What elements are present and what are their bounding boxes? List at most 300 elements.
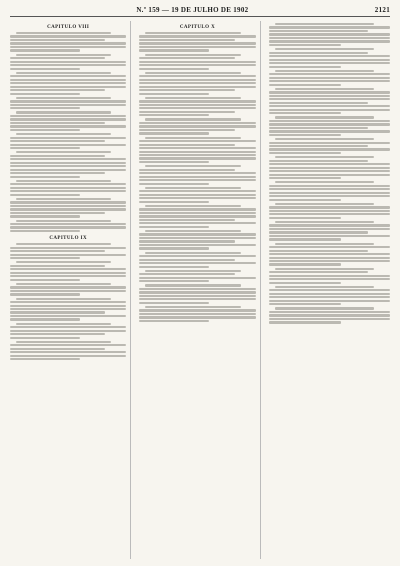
text-line-placeholder: [139, 93, 209, 95]
text-line-placeholder: [16, 180, 111, 182]
text-line-placeholder: [16, 243, 111, 245]
text-line-placeholder: [139, 233, 255, 235]
article-paragraph: [10, 261, 126, 281]
text-line-placeholder: [10, 137, 126, 139]
text-line-placeholder: [10, 39, 105, 41]
text-line-placeholder: [10, 351, 126, 353]
text-line-placeholder: [269, 263, 342, 265]
text-line-placeholder: [275, 70, 375, 72]
text-line-placeholder: [269, 253, 390, 255]
issue-header: N.º 159 — 19 DE JULHO DE 1902: [136, 6, 249, 14]
text-line-placeholder: [139, 273, 234, 275]
text-line-placeholder: [10, 318, 80, 320]
article-paragraph: [139, 284, 255, 304]
text-line-placeholder: [139, 61, 255, 63]
text-line-placeholder: [10, 57, 105, 59]
text-line-placeholder: [269, 95, 390, 97]
article-paragraph: [139, 165, 255, 185]
text-line-placeholder: [275, 116, 375, 118]
text-line-placeholder: [275, 156, 375, 158]
text-line-placeholder: [10, 93, 80, 95]
article-paragraph: [269, 48, 390, 68]
text-line-placeholder: [139, 147, 255, 149]
text-line-placeholder: [269, 246, 390, 248]
text-line-placeholder: [10, 247, 126, 249]
text-line-placeholder: [139, 215, 255, 217]
text-line-placeholder: [139, 42, 255, 44]
text-line-placeholder: [269, 145, 369, 147]
text-line-placeholder: [139, 64, 255, 66]
text-line-placeholder: [16, 220, 111, 222]
text-line-placeholder: [10, 64, 126, 66]
article-paragraph: [139, 118, 255, 134]
text-line-placeholder: [10, 42, 126, 44]
article-paragraph: [269, 138, 390, 154]
text-line-placeholder: [269, 160, 369, 162]
text-line-placeholder: [269, 275, 390, 277]
text-line-placeholder: [139, 316, 255, 318]
text-line-placeholder: [145, 118, 240, 120]
text-line-placeholder: [275, 203, 375, 205]
text-line-placeholder: [10, 337, 80, 339]
text-line-placeholder: [139, 255, 255, 257]
page-header: [10, 6, 390, 17]
text-line-placeholder: [16, 151, 111, 153]
text-line-placeholder: [275, 23, 375, 25]
text-columns: [10, 21, 390, 559]
article-paragraph: [269, 221, 390, 241]
article-paragraph: [139, 205, 255, 228]
text-line-placeholder: [10, 162, 126, 164]
article-paragraph: [269, 268, 390, 284]
text-line-placeholder: [139, 57, 234, 59]
text-line-placeholder: [10, 290, 126, 292]
text-line-placeholder: [16, 298, 111, 300]
text-line-placeholder: [269, 40, 390, 42]
text-line-placeholder: [139, 240, 234, 242]
text-line-placeholder: [269, 130, 390, 132]
text-line-placeholder: [139, 129, 234, 131]
text-line-placeholder: [10, 190, 126, 192]
article-paragraph: [139, 137, 255, 164]
text-line-placeholder: [10, 326, 126, 328]
text-line-placeholder: [16, 261, 111, 263]
text-line-placeholder: [10, 315, 126, 317]
text-line-placeholder: [269, 44, 342, 46]
text-line-placeholder: [275, 181, 375, 183]
text-line-placeholder: [145, 306, 240, 308]
text-line-placeholder: [10, 35, 126, 37]
text-line-placeholder: [269, 318, 390, 320]
text-line-placeholder: [16, 133, 111, 135]
text-line-placeholder: [139, 226, 209, 228]
article-paragraph: [10, 151, 126, 178]
text-line-placeholder: [139, 35, 255, 37]
text-line-placeholder: [10, 61, 126, 63]
text-line-placeholder: [10, 212, 105, 214]
text-line-placeholder: [269, 170, 390, 172]
text-line-placeholder: [10, 305, 126, 307]
text-line-placeholder: [16, 283, 111, 285]
text-line-placeholder: [10, 293, 80, 295]
text-line-placeholder: [269, 59, 390, 61]
text-line-placeholder: [269, 192, 390, 194]
text-line-placeholder: [139, 190, 255, 192]
text-line-placeholder: [145, 252, 240, 254]
text-line-placeholder: [10, 183, 126, 185]
text-line-placeholder: [139, 313, 255, 315]
text-line-placeholder: [269, 142, 390, 144]
text-line-placeholder: [145, 270, 240, 272]
article-paragraph: [10, 220, 126, 233]
article-paragraph: [139, 306, 255, 322]
article-paragraph: [269, 243, 390, 266]
text-line-placeholder: [139, 46, 255, 48]
text-line-placeholder: [139, 291, 255, 293]
text-line-placeholder: [10, 268, 126, 270]
text-line-placeholder: [16, 111, 111, 113]
article-paragraph: [10, 243, 126, 259]
text-line-placeholder: [139, 140, 255, 142]
text-line-placeholder: [139, 79, 255, 81]
text-line-placeholder: [139, 277, 255, 279]
text-line-placeholder: [139, 194, 255, 196]
text-line-placeholder: [269, 80, 390, 82]
text-line-placeholder: [269, 112, 342, 114]
text-line-placeholder: [139, 295, 255, 297]
text-line-placeholder: [269, 174, 390, 176]
text-line-placeholder: [10, 308, 126, 310]
text-line-placeholder: [139, 144, 234, 146]
text-line-placeholder: [269, 231, 369, 233]
article-paragraph: [10, 341, 126, 361]
text-line-placeholder: [269, 185, 390, 187]
text-line-placeholder: [269, 224, 390, 226]
article-paragraph: [269, 286, 390, 306]
text-line-placeholder: [269, 235, 390, 237]
text-line-placeholder: [275, 243, 375, 245]
text-line-placeholder: [139, 244, 255, 246]
text-line-placeholder: [269, 152, 342, 154]
text-line-placeholder: [269, 148, 390, 150]
text-line-placeholder: [10, 147, 80, 149]
text-line-placeholder: [139, 104, 255, 106]
text-line-placeholder: [10, 355, 126, 357]
article-paragraph: [10, 54, 126, 70]
text-line-placeholder: [269, 52, 369, 54]
text-line-placeholder: [269, 109, 390, 111]
text-line-placeholder: [269, 282, 342, 284]
article-paragraph: [139, 32, 255, 52]
article-paragraph: [10, 283, 126, 296]
text-line-placeholder: [139, 49, 209, 51]
article-paragraph: [139, 54, 255, 70]
text-line-placeholder: [139, 298, 255, 300]
text-line-placeholder: [10, 176, 80, 178]
page-number: 2121: [374, 6, 390, 14]
text-line-placeholder: [139, 75, 255, 77]
text-line-placeholder: [10, 348, 105, 350]
chapter-heading: CAPITULO IX: [49, 236, 87, 242]
text-line-placeholder: [10, 100, 126, 102]
text-line-placeholder: [139, 309, 255, 311]
text-line-placeholder: [10, 215, 80, 217]
article-paragraph: [269, 203, 390, 219]
text-line-placeholder: [16, 32, 111, 34]
text-line-placeholder: [269, 84, 342, 86]
article-paragraph: [139, 72, 255, 95]
text-line-placeholder: [269, 210, 390, 212]
text-line-placeholder: [10, 104, 126, 106]
text-line-placeholder: [139, 176, 255, 178]
article-paragraph: [10, 111, 126, 131]
text-line-placeholder: [269, 238, 342, 240]
text-line-placeholder: [10, 49, 80, 51]
text-line-placeholder: [10, 250, 105, 252]
article-paragraph: [10, 32, 126, 52]
text-line-placeholder: [10, 272, 126, 274]
text-line-placeholder: [10, 344, 126, 346]
chapter-heading: CAPITULO X: [179, 25, 216, 30]
text-line-placeholder: [10, 172, 105, 174]
text-line-placeholder: [145, 54, 240, 56]
text-line-placeholder: [269, 278, 390, 280]
text-line-placeholder: [10, 265, 105, 267]
text-line-placeholder: [269, 188, 390, 190]
text-line-placeholder: [139, 111, 234, 113]
article-paragraph: [139, 97, 255, 117]
text-line-placeholder: [269, 66, 342, 68]
article-paragraph: [10, 298, 126, 321]
text-line-placeholder: [269, 217, 342, 219]
article-paragraph: [269, 88, 390, 115]
text-line-placeholder: [269, 311, 390, 313]
text-line-placeholder: [10, 358, 80, 360]
text-column: [269, 21, 390, 559]
text-line-placeholder: [269, 303, 342, 305]
text-line-placeholder: [10, 155, 105, 157]
text-line-placeholder: [269, 199, 342, 201]
text-line-placeholder: [16, 72, 111, 74]
text-line-placeholder: [10, 187, 126, 189]
text-line-placeholder: [139, 122, 255, 124]
text-line-placeholder: [139, 222, 255, 224]
text-line-placeholder: [269, 98, 390, 100]
text-line-placeholder: [139, 89, 234, 91]
text-line-placeholder: [139, 161, 209, 163]
text-line-placeholder: [145, 284, 240, 286]
text-line-placeholder: [139, 237, 255, 239]
text-line-placeholder: [269, 314, 390, 316]
article-paragraph: [10, 72, 126, 95]
text-line-placeholder: [10, 226, 126, 228]
text-line-placeholder: [145, 137, 240, 139]
text-line-placeholder: [139, 154, 255, 156]
text-line-placeholder: [139, 208, 255, 210]
text-line-placeholder: [10, 89, 105, 91]
text-line-placeholder: [16, 341, 111, 343]
article-paragraph: [139, 270, 255, 283]
text-line-placeholder: [139, 212, 255, 214]
text-column: [10, 21, 131, 559]
text-line-placeholder: [145, 72, 240, 74]
text-line-placeholder: [10, 208, 126, 210]
chapter-heading: CAPITULO VIII: [47, 25, 90, 30]
text-line-placeholder: [139, 302, 209, 304]
article-paragraph: [10, 133, 126, 149]
text-line-placeholder: [10, 165, 126, 167]
text-line-placeholder: [269, 289, 390, 291]
text-line-placeholder: [10, 205, 126, 207]
text-line-placeholder: [10, 118, 126, 120]
text-line-placeholder: [269, 167, 390, 169]
text-line-placeholder: [269, 102, 369, 104]
text-line-placeholder: [145, 32, 240, 34]
text-line-placeholder: [16, 198, 111, 200]
article-paragraph: [269, 23, 390, 46]
text-line-placeholder: [139, 125, 255, 127]
text-line-placeholder: [275, 268, 375, 270]
text-line-placeholder: [139, 68, 209, 70]
article-paragraph: [269, 307, 390, 323]
text-line-placeholder: [139, 86, 255, 88]
text-line-placeholder: [145, 187, 240, 189]
text-line-placeholder: [269, 213, 390, 215]
text-line-placeholder: [10, 333, 105, 335]
article-paragraph: [269, 116, 390, 136]
text-line-placeholder: [269, 26, 390, 28]
article-paragraph: [10, 97, 126, 110]
text-line-placeholder: [269, 206, 390, 208]
text-line-placeholder: [269, 321, 342, 323]
text-line-placeholder: [275, 286, 375, 288]
text-line-placeholder: [139, 114, 209, 116]
text-line-placeholder: [269, 33, 390, 35]
article-paragraph: [10, 180, 126, 196]
text-line-placeholder: [10, 79, 126, 81]
text-line-placeholder: [139, 151, 255, 153]
text-line-placeholder: [269, 257, 390, 259]
text-line-placeholder: [139, 169, 234, 171]
text-line-placeholder: [269, 271, 369, 273]
text-line-placeholder: [269, 120, 390, 122]
text-line-placeholder: [275, 88, 375, 90]
text-line-placeholder: [139, 259, 234, 261]
text-line-placeholder: [10, 115, 126, 117]
article-paragraph: [269, 70, 390, 86]
text-line-placeholder: [269, 123, 390, 125]
text-line-placeholder: [269, 300, 390, 302]
text-line-placeholder: [269, 37, 390, 39]
text-line-placeholder: [10, 279, 80, 281]
text-line-placeholder: [139, 247, 209, 249]
text-line-placeholder: [10, 86, 126, 88]
text-column: [139, 21, 260, 559]
text-line-placeholder: [139, 82, 255, 84]
article-paragraph: [139, 187, 255, 203]
text-line-placeholder: [269, 195, 390, 197]
text-line-placeholder: [275, 307, 375, 309]
text-line-placeholder: [10, 46, 126, 48]
text-line-placeholder: [139, 201, 209, 203]
text-line-placeholder: [269, 260, 390, 262]
text-line-placeholder: [269, 77, 390, 79]
text-line-placeholder: [16, 323, 111, 325]
text-line-placeholder: [16, 97, 111, 99]
text-line-placeholder: [269, 177, 342, 179]
text-line-placeholder: [145, 205, 240, 207]
text-line-placeholder: [139, 320, 209, 322]
text-line-placeholder: [269, 55, 390, 57]
text-line-placeholder: [10, 201, 126, 203]
text-line-placeholder: [275, 221, 375, 223]
text-line-placeholder: [145, 165, 240, 167]
text-line-placeholder: [269, 105, 390, 107]
text-line-placeholder: [145, 230, 240, 232]
text-line-placeholder: [269, 127, 369, 129]
text-line-placeholder: [269, 163, 390, 165]
text-line-placeholder: [10, 254, 126, 256]
article-paragraph: [269, 156, 390, 179]
text-line-placeholder: [269, 250, 369, 252]
text-line-placeholder: [269, 134, 342, 136]
text-line-placeholder: [10, 125, 126, 127]
text-line-placeholder: [10, 107, 80, 109]
text-line-placeholder: [145, 97, 240, 99]
text-line-placeholder: [10, 140, 105, 142]
text-line-placeholder: [139, 266, 209, 268]
text-line-placeholder: [10, 82, 126, 84]
text-line-placeholder: [139, 39, 234, 41]
text-line-placeholder: [269, 293, 390, 295]
text-line-placeholder: [10, 75, 126, 77]
text-line-placeholder: [10, 311, 105, 313]
text-line-placeholder: [139, 132, 209, 134]
text-line-placeholder: [269, 30, 369, 32]
text-line-placeholder: [275, 138, 375, 140]
text-line-placeholder: [269, 91, 390, 93]
text-line-placeholder: [139, 100, 255, 102]
text-line-placeholder: [16, 54, 111, 56]
text-line-placeholder: [139, 262, 255, 264]
article-paragraph: [139, 230, 255, 250]
text-line-placeholder: [269, 296, 390, 298]
text-line-placeholder: [269, 228, 390, 230]
text-line-placeholder: [10, 301, 126, 303]
text-line-placeholder: [139, 280, 209, 282]
article-paragraph: [10, 198, 126, 218]
text-line-placeholder: [10, 257, 80, 259]
text-line-placeholder: [139, 179, 255, 181]
text-line-placeholder: [10, 230, 80, 232]
text-line-placeholder: [275, 48, 375, 50]
text-line-placeholder: [10, 286, 126, 288]
article-paragraph: [10, 323, 126, 339]
text-line-placeholder: [10, 158, 126, 160]
article-paragraph: [139, 252, 255, 268]
text-line-placeholder: [10, 68, 80, 70]
text-line-placeholder: [139, 219, 234, 221]
text-line-placeholder: [269, 62, 390, 64]
article-paragraph: [269, 181, 390, 201]
text-line-placeholder: [10, 275, 126, 277]
text-line-placeholder: [10, 194, 80, 196]
text-line-placeholder: [10, 169, 126, 171]
text-line-placeholder: [139, 172, 255, 174]
text-line-placeholder: [10, 330, 126, 332]
text-line-placeholder: [10, 129, 80, 131]
text-line-placeholder: [139, 197, 255, 199]
